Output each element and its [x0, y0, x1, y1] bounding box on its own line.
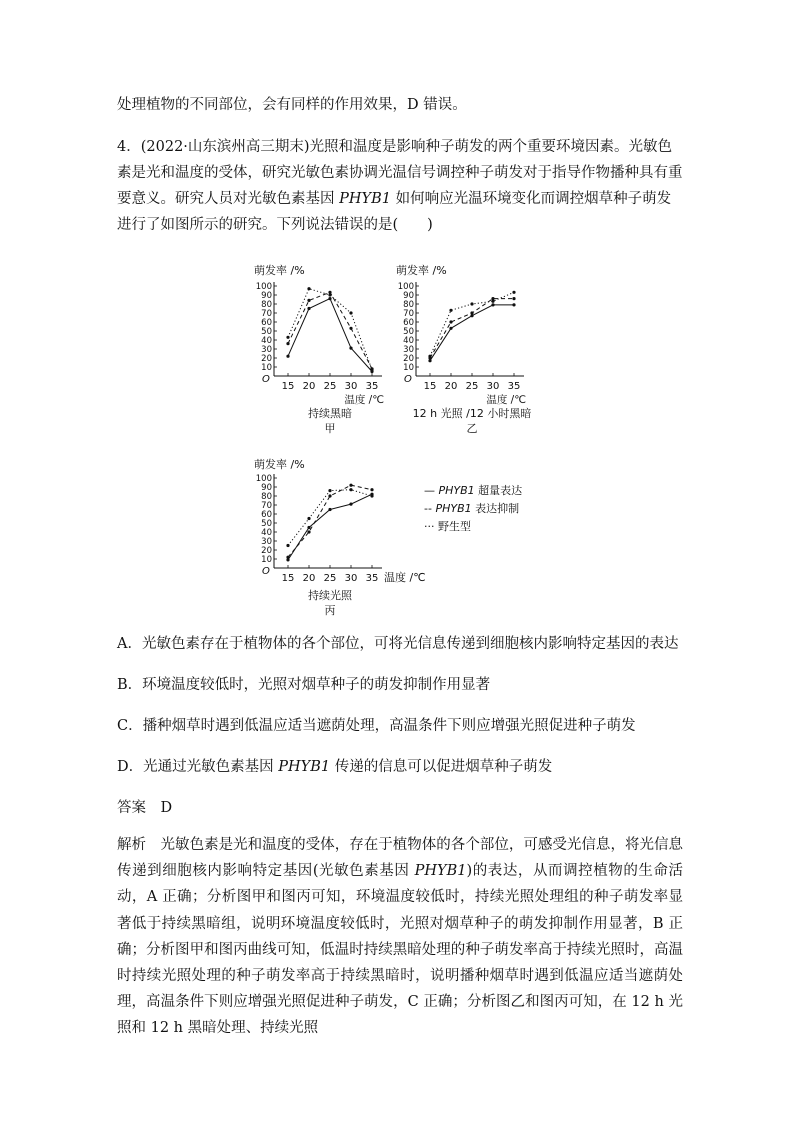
data-point	[328, 297, 331, 300]
data-point	[307, 526, 310, 529]
question-number: 4．	[117, 139, 141, 155]
y-tick-label: 50	[261, 519, 272, 529]
origin-label: O	[262, 374, 270, 385]
x-tick-label: 30	[486, 381, 500, 392]
data-point	[349, 484, 352, 487]
chart-legend	[424, 482, 522, 536]
data-point	[449, 309, 452, 312]
data-point	[470, 311, 473, 314]
y-tick-label: 10	[403, 363, 414, 373]
x-tick-label: 20	[302, 573, 316, 584]
y-tick-label: 70	[403, 309, 414, 319]
y-tick-label: 80	[261, 492, 272, 502]
option-c: C．播种烟草时遇到低温应适当遮荫处理，高温条件下则应增强光照促进种子萌发	[117, 718, 636, 734]
y-tick-label: 70	[261, 309, 272, 319]
x-tick-label: 15	[281, 573, 295, 584]
option-b: B．环境温度较低时，光照对烟草种子的萌发抑制作用显著	[117, 677, 491, 693]
y-tick-label: 50	[261, 327, 272, 337]
data-point	[286, 556, 289, 559]
data-point	[349, 347, 352, 350]
y-tick-label: 20	[261, 546, 272, 556]
data-point	[307, 530, 310, 533]
data-point	[307, 517, 310, 520]
x-tick-label: 20	[444, 381, 458, 392]
x-axis-label: 温度 /℃	[486, 394, 526, 406]
data-point	[328, 508, 331, 511]
y-tick-label: 70	[261, 501, 272, 511]
data-point	[449, 320, 452, 323]
y-tick-label: 80	[403, 300, 414, 310]
legend-suppression: -- PHYB1 表达抑制	[424, 502, 520, 515]
chart-panel-yi	[392, 258, 552, 435]
question-4: 4．(2022·山东滨州高三期末)光照和温度是影响种子萌发的两个重要环境因素。光敏色素是光和温度的受体，研究光敏色素协调光温信号调控种子萌发对于指导作物播种具有重要意义。研究人员对光敏色素基因 PHYB1 如何响应光温环境变化而调控烟草种子萌发进行了如图所示的研究。下列说法错误的是( )	[117, 139, 683, 233]
y-tick-label: 20	[261, 354, 272, 364]
legend-overexpression: — PHYB1 超量表达	[424, 484, 523, 497]
intro-paragraph: 处理植物的不同部位，会有同样的作用效果，D 错误。	[117, 97, 467, 113]
condition-label: 12 h 光照 /12 小时黑暗	[412, 407, 532, 420]
data-point	[307, 287, 310, 290]
y-tick-label: 50	[403, 327, 414, 337]
y-tick-label: 40	[261, 336, 272, 346]
y-tick-label: 60	[261, 318, 272, 328]
panel-label: 丙	[324, 604, 336, 617]
data-point	[512, 291, 515, 294]
x-axis-label: 温度 /℃	[344, 394, 384, 406]
x-tick-label: 25	[465, 381, 479, 392]
origin-label: O	[262, 566, 270, 577]
data-point	[370, 488, 373, 491]
y-tick-label: 20	[403, 354, 414, 364]
data-point	[428, 355, 431, 358]
y-tick-label: 60	[403, 318, 414, 328]
option-a: A．光敏色素存在于植物体的各个部位，可将光信息传递到细胞核内影响特定基因的表达	[117, 636, 679, 652]
data-point	[328, 293, 331, 296]
y-tick-label: 90	[403, 291, 414, 301]
series-line-dotted	[288, 490, 372, 546]
explanation: 解析 光敏色素是光和温度的受体，存在于植物体的各个部位，可感受光信息，将光信息传递到细胞核内影响特定基因(光敏色素基因 PHYB1)的表达，从而调控植物的生命活动，A 正确；分析图甲和图丙可知，环境温度较低时，持续光照处理组的种子萌发率显著低于持续黑暗组，说明环境温度较低时，光照对烟草种子的萌发抑制作用显著，B 正确；分析图甲和图丙曲线可知，低温时持续黑暗处理的种子萌发率高于持续光照时，高温时持续光照处理的种子萌发率高于持续黑暗时，说明播种烟草时遇到低温应适当遮荫处理，高温条件下则应增强光照促进种子萌发，C 正确；分析图乙和图丙可知，在 12 h 光照和 12 h 黑暗处理、持续光照	[117, 837, 684, 1037]
y-tick-label: 100	[255, 474, 272, 484]
y-tick-label: 40	[261, 528, 272, 538]
y-tick-label: 30	[403, 345, 414, 355]
data-point	[491, 303, 494, 306]
x-tick-label: 35	[507, 381, 521, 392]
x-tick-label: 20	[302, 381, 316, 392]
y-tick-label: 30	[261, 537, 272, 547]
data-point	[491, 300, 494, 303]
x-tick-label: 35	[365, 381, 379, 392]
data-point	[349, 503, 352, 506]
data-point	[307, 299, 310, 302]
y-tick-label: 10	[261, 555, 272, 565]
series-line-dotted	[430, 292, 514, 356]
y-tick-label: 80	[261, 300, 272, 310]
origin-label: O	[404, 374, 412, 385]
data-point	[370, 494, 373, 497]
data-point	[286, 355, 289, 358]
y-tick-label: 90	[261, 483, 272, 493]
x-tick-label: 15	[423, 381, 437, 392]
panel-label: 乙	[466, 422, 478, 435]
data-point	[449, 327, 452, 330]
data-point	[328, 494, 331, 497]
data-point	[349, 311, 352, 314]
y-tick-label: 40	[403, 336, 414, 346]
legend-wild-type: ··· 野生型	[424, 520, 471, 533]
condition-label: 持续黑暗	[308, 407, 352, 420]
answer: 答案 D	[117, 800, 173, 816]
data-point	[286, 336, 289, 339]
y-tick-label: 60	[261, 510, 272, 520]
x-tick-label: 15	[281, 381, 295, 392]
x-tick-label: 35	[365, 573, 379, 584]
data-point	[370, 368, 373, 371]
chart-panel-jia	[250, 258, 400, 435]
series-line-solid	[288, 494, 372, 560]
data-point	[512, 297, 515, 300]
y-tick-label: 10	[261, 363, 272, 373]
x-tick-label: 25	[323, 381, 337, 392]
option-d: D．光通过光敏色素基因 PHYB1 传递的信息可以促进烟草种子萌发	[117, 759, 553, 775]
data-point	[512, 303, 515, 306]
data-point	[286, 342, 289, 345]
x-axis-label: 温度 /℃	[384, 571, 426, 584]
x-tick-label: 30	[344, 573, 358, 584]
data-point	[349, 327, 352, 330]
data-point	[328, 489, 331, 492]
question-source: (2022·山东滨州高三期末)	[140, 139, 310, 155]
gene-name: PHYB1	[339, 191, 391, 207]
x-tick-label: 30	[344, 381, 358, 392]
condition-label: 持续光照	[308, 589, 352, 602]
y-axis-label: 萌发率 /%	[254, 458, 305, 471]
y-tick-label: 30	[261, 345, 272, 355]
y-axis-label: 萌发率 /%	[396, 264, 447, 277]
data-point	[307, 307, 310, 310]
y-tick-label: 90	[261, 291, 272, 301]
panel-label: 甲	[324, 422, 336, 435]
data-point	[349, 488, 352, 491]
y-tick-label: 100	[255, 282, 272, 292]
data-point	[286, 544, 289, 547]
x-tick-label: 25	[323, 573, 337, 584]
y-tick-label: 100	[397, 282, 414, 292]
y-axis-label: 萌发率 /%	[254, 264, 305, 277]
data-point	[470, 302, 473, 305]
chart-panel-bing	[250, 452, 426, 617]
